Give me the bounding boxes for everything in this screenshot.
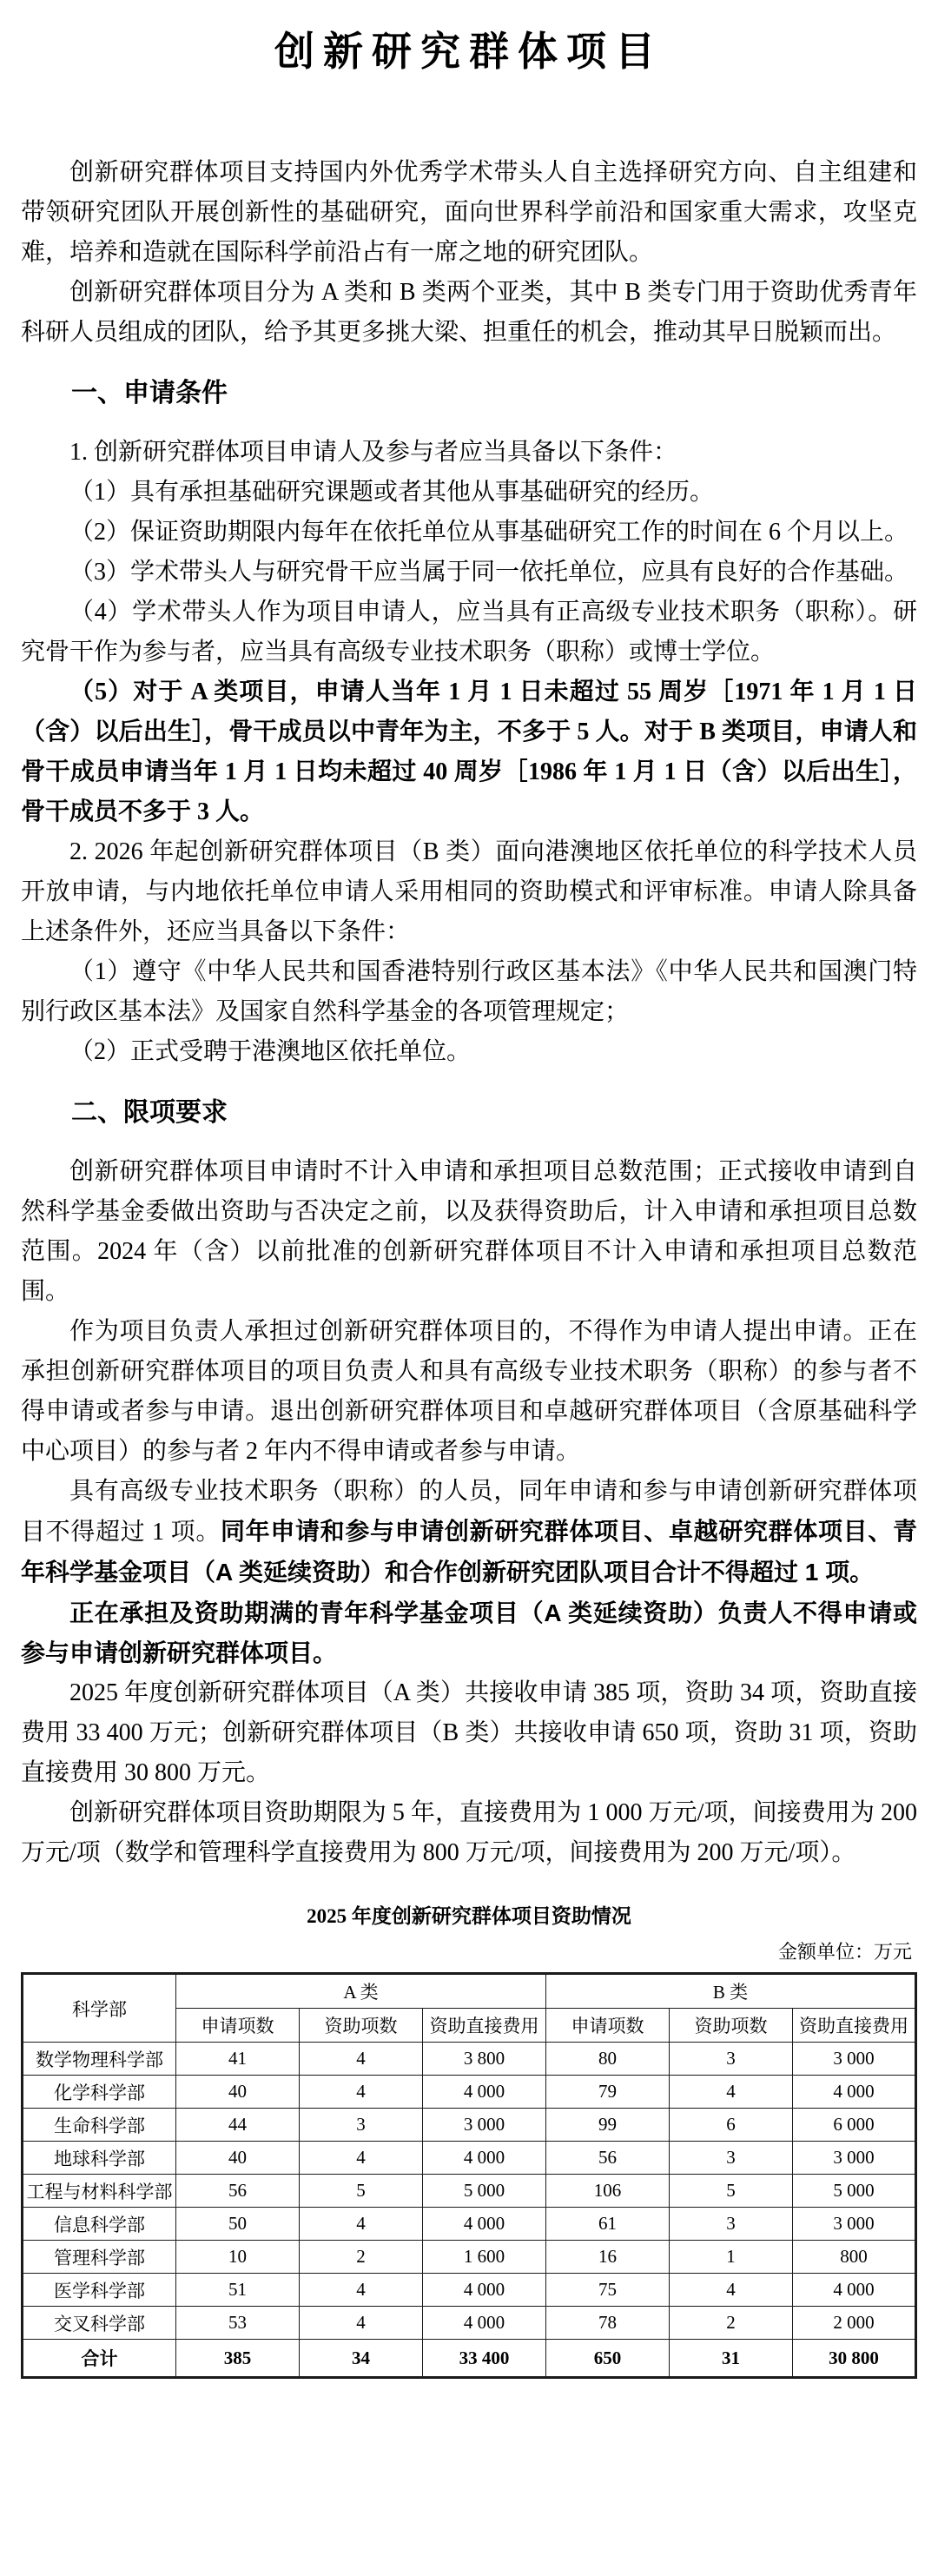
cell-value: 78 (545, 2307, 669, 2340)
subheader-b-direct-cost: 资助直接费用 (792, 2009, 915, 2043)
hk-macau-paragraph: 2. 2026 年起创新研究群体项目（B 类）面向港澳地区依托单位的科学技术人员开放申请，与内地依托单位申请人采用相同的资助模式和评审标准。申请人除具备上述条件外，还应当具备以下条件： (21, 838, 917, 945)
condition-item-4: （4）学术带头人作为项目申请人，应当具有正高级专业技术职务（职称）。研究骨干作为参与者，应当具有高级专业技术职务（职称）或博士学位。 (21, 599, 917, 666)
funding-table-section (21, 1903, 917, 2379)
limit-paragraph-3-normal: 具有高级专业技术职务（职称）的人员，同年申请和参与申请创新研究群体项目不得超过 1 项。 (21, 1478, 917, 1546)
cell-value: 1 (669, 2241, 792, 2274)
cell-value: 10 (175, 2241, 299, 2274)
subheader-a-direct-cost: 资助直接费用 (422, 2009, 545, 2043)
intro-paragraph-1: 创新研究群体项目支持国内外优秀学术带头人自主选择研究方向、自主组建和带领研究团队开展创新性的基础研究，面向世界科学前沿和国家重大需求，攻坚克难，培养和造就在国际科学前沿占有一席之地的研究团队。 (21, 159, 917, 266)
cell-department: 信息科学部 (23, 2208, 176, 2241)
hk-macau-item-1: （1）遵守《中华人民共和国香港特别行政区基本法》《中华人民共和国澳门特别行政区基本法》及国家自然科学基金的各项管理规定； (21, 958, 917, 1025)
cell-value: 61 (545, 2208, 669, 2241)
cell-value: 4 000 (422, 2307, 545, 2340)
table-row (23, 2076, 916, 2109)
cell-value: 5 000 (792, 2175, 915, 2208)
subheader-b-applications: 申请项数 (545, 2009, 669, 2043)
cell-value: 4 000 (422, 2208, 545, 2241)
cell-department: 数学物理科学部 (23, 2043, 176, 2076)
cell-value: 51 (175, 2274, 299, 2307)
subheader-a-applications: 申请项数 (175, 2009, 299, 2043)
cell-value: 4 000 (422, 2142, 545, 2175)
cell-value: 79 (545, 2076, 669, 2109)
hk-macau-item-2: （2）正式受聘于港澳地区依托单位。 (69, 1038, 472, 1065)
cell-value: 3 000 (422, 2109, 545, 2142)
header-cell-class-b: B 类 (545, 1974, 915, 2009)
cell-value: 50 (175, 2208, 299, 2241)
cell-department: 医学科学部 (23, 2274, 176, 2307)
cell-value: 106 (545, 2175, 669, 2208)
cell-total-value: 31 (669, 2340, 792, 2378)
limit-paragraph-1: 创新研究群体项目申请时不计入申请和承担项目总数范围；正式接收申请到自然科学基金委做出资助与否决定之前，以及获得资助后，计入申请和承担项目总数范围。2024 年（含）以前批准的创新研究群体项目不计入申请和承担项目总数范围。 (21, 1158, 917, 1305)
cell-value: 56 (175, 2175, 299, 2208)
cell-value: 4 (299, 2142, 422, 2175)
condition-intro-paragraph: 1. 创新研究群体项目申请人及参与者应当具备以下条件： (69, 439, 678, 466)
cell-value: 5 000 (422, 2175, 545, 2208)
cell-department: 生命科学部 (23, 2109, 176, 2142)
cell-total-value: 33 400 (422, 2340, 545, 2378)
funding-stats-paragraph: 2025 年度创新研究群体项目（A 类）共接收申请 385 项，资助 34 项，资助直接费用 33 400 万元；创新研究群体项目（B 类）共接收申请 650 项，资助 31 项，资助直接费用 30 800 万元。 (21, 1679, 917, 1786)
table-total-row (23, 2340, 916, 2378)
cell-value: 80 (545, 2043, 669, 2076)
table-body (23, 2043, 916, 2378)
cell-value: 3 (669, 2043, 792, 2076)
cell-value: 4 000 (792, 2076, 915, 2109)
subheader-b-funded: 资助项数 (669, 2009, 792, 2043)
table-row (23, 2307, 916, 2340)
limit-paragraph-2: 作为项目负责人承担过创新研究群体项目的，不得作为申请人提出申请。正在承担创新研究群体项目的项目负责人和具有高级专业技术职务（职称）的参与者不得申请或者参与申请。退出创新研究群体项目和卓越研究群体项目（含原基础科学中心项目）的参与者 2 年内不得申请或者参与申请。 (21, 1318, 917, 1465)
table-row (23, 2208, 916, 2241)
cell-department: 管理科学部 (23, 2241, 176, 2274)
cell-value: 4 000 (792, 2274, 915, 2307)
cell-total-value: 650 (545, 2340, 669, 2378)
cell-value: 3 (299, 2109, 422, 2142)
cell-value: 4 (299, 2208, 422, 2241)
cell-total-value: 30 800 (792, 2340, 915, 2378)
cell-total-value: 385 (175, 2340, 299, 2378)
table-row (23, 2142, 916, 2175)
table-row (23, 2175, 916, 2208)
table-unit-note: 金额单位：万元 (777, 1941, 912, 1963)
cell-value: 4 000 (422, 2076, 545, 2109)
cell-value: 2 000 (792, 2307, 915, 2340)
cell-value: 2 (299, 2241, 422, 2274)
cell-value: 6 000 (792, 2109, 915, 2142)
condition-item-2: （2）保证资助期限内每年在依托单位从事基础研究工作的时间在 6 个月以上。 (69, 519, 909, 546)
cell-department: 交叉科学部 (23, 2307, 176, 2340)
cell-value: 4 (299, 2307, 422, 2340)
header-cell-class-a: A 类 (175, 1974, 545, 2009)
cell-value: 44 (175, 2109, 299, 2142)
table-title: 2025 年度创新研究群体项目资助情况 (307, 1905, 631, 1927)
cell-department: 化学科学部 (23, 2076, 176, 2109)
header-cell-department: 科学部 (23, 1974, 176, 2043)
cell-value: 5 (669, 2175, 792, 2208)
section-heading-limit-requirements: 二、限项要求 (71, 1098, 228, 1127)
condition-item-1: （1）具有承担基础研究课题或者其他从事基础研究的经历。 (69, 479, 715, 506)
table-row (23, 2043, 916, 2076)
funding-table (21, 1972, 917, 2379)
cell-value: 3 000 (792, 2142, 915, 2175)
cell-value: 4 000 (422, 2274, 545, 2307)
cell-value: 3 (669, 2208, 792, 2241)
intro-paragraph-2: 创新研究群体项目分为 A 类和 B 类两个亚类，其中 B 类专门用于资助优秀青年科研人员组成的团队，给予其更多挑大梁、担重任的机会，推动其早日脱颖而出。 (21, 279, 917, 346)
section-heading-application-conditions: 一、申请条件 (71, 379, 228, 407)
cell-value: 99 (545, 2109, 669, 2142)
cell-value: 4 (299, 2274, 422, 2307)
cell-value: 75 (545, 2274, 669, 2307)
cell-value: 53 (175, 2307, 299, 2340)
cell-value: 3 (669, 2142, 792, 2175)
cell-value: 4 (299, 2076, 422, 2109)
document-body (21, 153, 917, 2379)
cell-total-value: 34 (299, 2340, 422, 2378)
table-row (23, 2274, 916, 2307)
cell-value: 4 (669, 2274, 792, 2307)
cell-value: 3 000 (792, 2043, 915, 2076)
funding-period-paragraph: 创新研究群体项目资助期限为 5 年，直接费用为 1 000 万元/项，间接费用为 200 万元/项（数学和管理科学直接费用为 800 万元/项，间接费用为 200 万元/项）。 (21, 1799, 917, 1866)
cell-value: 3 800 (422, 2043, 545, 2076)
cell-value: 5 (299, 2175, 422, 2208)
subheader-a-funded: 资助项数 (299, 2009, 422, 2043)
cell-total-label: 合计 (23, 2340, 176, 2378)
cell-department: 地球科学部 (23, 2142, 176, 2175)
cell-value: 4 (299, 2043, 422, 2076)
cell-value: 3 000 (792, 2208, 915, 2241)
cell-value: 4 (669, 2076, 792, 2109)
table-header (23, 1974, 916, 2043)
limit-paragraph-4: 正在承担及资助期满的青年科学基金项目（A 类延续资助）负责人不得申请或参与申请创新研究群体项目。 (21, 1599, 917, 1666)
cell-value: 800 (792, 2241, 915, 2274)
cell-value: 41 (175, 2043, 299, 2076)
cell-value: 6 (669, 2109, 792, 2142)
limit-paragraph-3-bold: 同年申请和参与申请创新研究群体项目、卓越研究群体项目、青年科学基金项目（A 类延续资助）和合作创新研究团队项目合计不得超过 1 项。 (21, 1518, 917, 1586)
table-row (23, 2109, 916, 2142)
cell-value: 16 (545, 2241, 669, 2274)
condition-item-3: （3）学术带头人与研究骨干应当属于同一依托单位，应具有良好的合作基础。 (69, 559, 909, 586)
table-header-row-groups (23, 1974, 916, 2009)
cell-value: 40 (175, 2076, 299, 2109)
cell-department: 工程与材料科学部 (23, 2175, 176, 2208)
cell-value: 2 (669, 2307, 792, 2340)
table-row (23, 2241, 916, 2274)
limit-paragraph-3 (21, 1472, 917, 1593)
doc-title: 创新研究群体项目 (274, 30, 664, 74)
cell-value: 1 600 (422, 2241, 545, 2274)
cell-value: 56 (545, 2142, 669, 2175)
cell-value: 40 (175, 2142, 299, 2175)
condition-item-5-age-limits: （5）对于 A 类项目，申请人当年 1 月 1 日未超过 55 周岁［1971 年 1 月 1 日（含）以后出生］，骨干成员以中青年为主，不多于 5 人。对于 B 类项目，申请人和骨干成员申请当年 1 月 1 日均未超过 40 周岁［1986 年 1 月 1 日（含）以后出生］，骨干成员不多于 3 人。 (21, 679, 917, 825)
